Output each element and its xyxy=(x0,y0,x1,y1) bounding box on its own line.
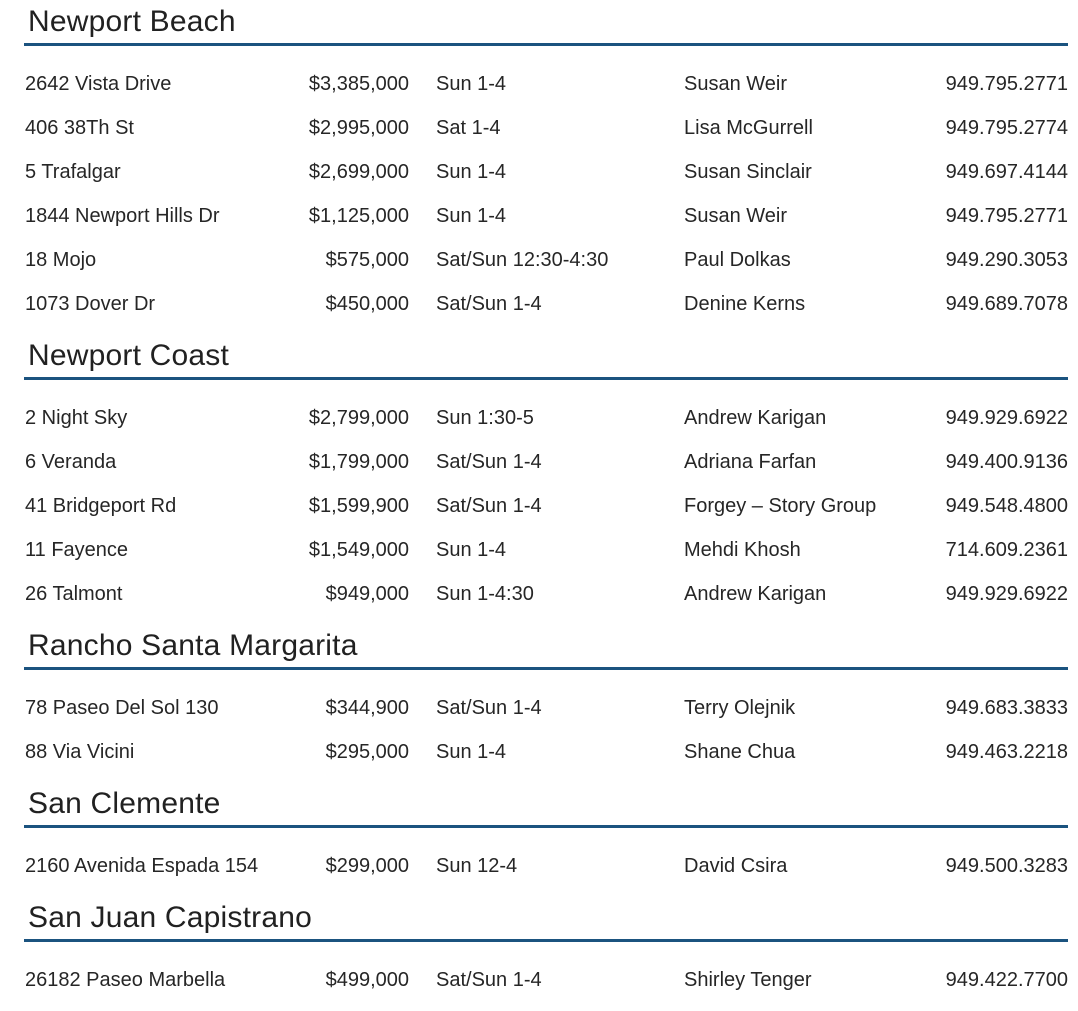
city-section xyxy=(24,900,1068,1002)
listing-time: Sun 1-4 xyxy=(436,205,507,227)
table-row xyxy=(24,194,1068,238)
listing-price: $2,995,000 xyxy=(308,117,409,139)
listing-phone: 949.422.7700 xyxy=(945,969,1068,991)
table-row xyxy=(24,958,1068,1002)
listing-phone: 949.795.2771 xyxy=(945,205,1068,227)
table-row xyxy=(24,686,1068,730)
listing-address: 1844 Newport Hills Dr xyxy=(25,205,220,227)
listing-time: Sun 1-4:30 xyxy=(436,583,534,605)
section-heading: San Clemente xyxy=(24,786,1068,828)
section-heading: Newport Beach xyxy=(24,4,1068,46)
table-row xyxy=(24,440,1068,484)
listing-agent: Shirley Tenger xyxy=(684,969,812,991)
listing-time: Sat/Sun 1-4 xyxy=(436,969,542,991)
listing-price: $2,699,000 xyxy=(308,161,409,183)
listing-agent: Susan Weir xyxy=(684,73,788,95)
table-row xyxy=(24,484,1068,528)
listing-agent: Susan Weir xyxy=(684,205,788,227)
listing-price: $949,000 xyxy=(325,583,409,605)
listing-phone: 949.795.2774 xyxy=(945,117,1068,139)
listing-address: 5 Trafalgar xyxy=(25,161,121,183)
table-row xyxy=(24,730,1068,774)
table-row xyxy=(24,572,1068,616)
listing-price: $3,385,000 xyxy=(308,73,409,95)
section-rows xyxy=(24,686,1068,774)
listing-price: $499,000 xyxy=(325,969,409,991)
listing-phone: 949.697.4144 xyxy=(945,161,1068,183)
listing-agent: David Csira xyxy=(684,855,788,877)
listing-address: 41 Bridgeport Rd xyxy=(25,495,177,517)
listing-address: 78 Paseo Del Sol 130 xyxy=(25,697,219,719)
listing-address: 88 Via Vicini xyxy=(25,741,135,763)
listing-address: 2160 Avenida Espada 154 xyxy=(25,855,259,877)
listing-phone: 949.795.2771 xyxy=(945,73,1068,95)
listing-phone: 949.929.6922 xyxy=(945,407,1068,429)
table-row xyxy=(24,238,1068,282)
listing-price: $344,900 xyxy=(325,697,409,719)
listing-address: 406 38Th St xyxy=(25,117,134,139)
listing-address: 2642 Vista Drive xyxy=(25,73,172,95)
listing-phone: 949.290.3053 xyxy=(945,249,1068,271)
listing-agent: Adriana Farfan xyxy=(684,451,817,473)
listing-phone: 949.683.3833 xyxy=(945,697,1068,719)
listing-price: $1,549,000 xyxy=(308,539,409,561)
table-row xyxy=(24,150,1068,194)
listing-time: Sat/Sun 1-4 xyxy=(436,495,542,517)
listing-time: Sat/Sun 1-4 xyxy=(436,451,542,473)
listing-price: $1,125,000 xyxy=(308,205,409,227)
listing-phone: 949.463.2218 xyxy=(945,741,1068,763)
listing-time: Sun 1-4 xyxy=(436,539,507,561)
listing-agent: Andrew Karigan xyxy=(684,407,827,429)
listing-price: $1,799,000 xyxy=(308,451,409,473)
listing-time: Sun 1-4 xyxy=(436,73,507,95)
listing-address: 11 Fayence xyxy=(25,539,129,561)
section-rows xyxy=(24,844,1068,888)
table-row xyxy=(24,106,1068,150)
listing-phone: 949.929.6922 xyxy=(945,583,1068,605)
listing-time: Sun 12-4 xyxy=(436,855,518,877)
listing-price: $575,000 xyxy=(325,249,409,271)
listing-time: Sun 1-4 xyxy=(436,741,507,763)
listing-address: 26182 Paseo Marbella xyxy=(25,969,226,991)
listing-agent: Lisa McGurrell xyxy=(684,117,813,139)
listing-time: Sun 1:30-5 xyxy=(436,407,534,429)
listing-phone: 949.689.7078 xyxy=(945,293,1068,315)
city-section xyxy=(24,786,1068,888)
listing-address: 18 Mojo xyxy=(25,249,97,271)
listing-price: $450,000 xyxy=(325,293,409,315)
listing-price: $299,000 xyxy=(325,855,409,877)
table-row xyxy=(24,282,1068,326)
table-row xyxy=(24,844,1068,888)
listing-price: $295,000 xyxy=(325,741,409,763)
listing-address: 1073 Dover Dr xyxy=(25,293,156,315)
city-section xyxy=(24,628,1068,774)
city-section xyxy=(24,4,1068,326)
listing-agent: Susan Sinclair xyxy=(684,161,812,183)
listing-agent: Forgey – Story Group xyxy=(684,495,877,517)
listing-time: Sun 1-4 xyxy=(436,161,507,183)
section-rows xyxy=(24,396,1068,616)
listing-address: 2 Night Sky xyxy=(25,407,128,429)
listing-time: Sat/Sun 12:30-4:30 xyxy=(436,249,609,271)
listing-phone: 949.500.3283 xyxy=(945,855,1068,877)
listing-address: 6 Veranda xyxy=(25,451,117,473)
section-rows xyxy=(24,62,1068,326)
table-row xyxy=(24,396,1068,440)
listing-agent: Shane Chua xyxy=(684,741,796,763)
listing-price: $2,799,000 xyxy=(308,407,409,429)
listing-time: Sat/Sun 1-4 xyxy=(436,293,542,315)
listing-phone: 949.548.4800 xyxy=(945,495,1068,517)
section-heading: San Juan Capistrano xyxy=(24,900,1068,942)
listing-address: 26 Talmont xyxy=(25,583,123,605)
listing-agent: Andrew Karigan xyxy=(684,583,827,605)
listing-phone: 949.400.9136 xyxy=(945,451,1068,473)
listing-price: $1,599,900 xyxy=(308,495,409,517)
listing-agent: Mehdi Khosh xyxy=(684,539,801,561)
section-heading: Newport Coast xyxy=(24,338,1068,380)
section-rows xyxy=(24,958,1068,1002)
listing-time: Sat/Sun 1-4 xyxy=(436,697,542,719)
listing-time: Sat 1-4 xyxy=(436,117,501,139)
listing-agent: Paul Dolkas xyxy=(684,249,791,271)
city-section xyxy=(24,338,1068,616)
section-heading: Rancho Santa Margarita xyxy=(24,628,1068,670)
listing-agent: Denine Kerns xyxy=(684,293,806,315)
table-row xyxy=(24,62,1068,106)
listing-agent: Terry Olejnik xyxy=(684,697,796,719)
listing-phone: 714.609.2361 xyxy=(945,539,1068,561)
table-row xyxy=(24,528,1068,572)
